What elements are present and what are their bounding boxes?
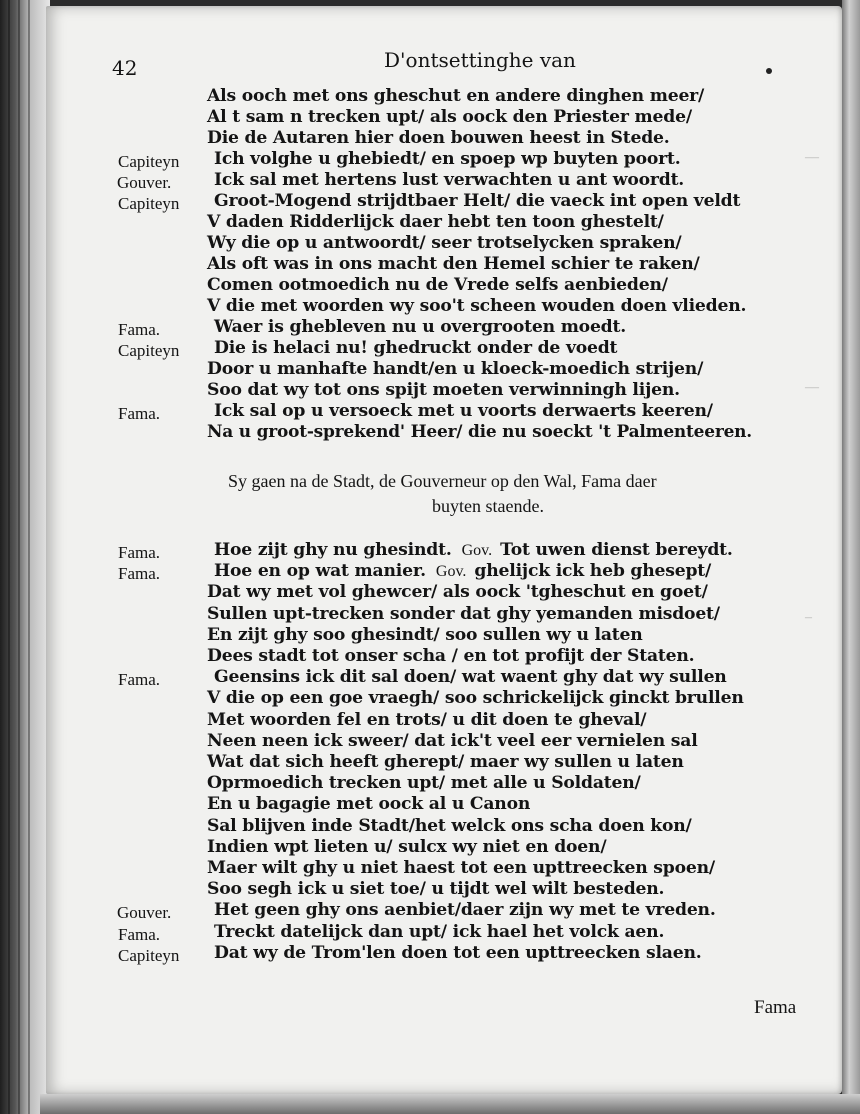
- verse-text: Waer is ghebleven nu u overgrooten moedt.: [214, 317, 627, 337]
- verse-text: Wy die op u antwoordt/ seer trotselycken spraken/: [207, 233, 682, 253]
- verse-line: [207, 361, 703, 378]
- verse-text: Indien wpt lieten u/ sulcx wy niet en doen/: [207, 837, 607, 857]
- speaker-label: Fama.: [118, 404, 161, 423]
- verse-line: [214, 542, 733, 559]
- verse-line: [207, 235, 681, 252]
- verse-text: Groot-Mogend strijdtbaer Helt/ die vaeck int open veldt: [214, 191, 741, 211]
- verse-text: Als ooch met ons gheschut en andere dinghen meer/: [207, 86, 705, 106]
- verse-line: [214, 924, 664, 941]
- stage-direction-line: buyten staende.: [432, 496, 544, 516]
- verse-text: Soo dat wy tot ons spijt moeten verwinningh lijen.: [207, 380, 680, 400]
- verse-line: [207, 382, 680, 399]
- verse-line: [214, 563, 711, 580]
- verse-text: V die met woorden wy soo't scheen wouden doen vlieden.: [207, 296, 747, 316]
- verse-text: Wat dat sich heeft gherept/ maer wy sullen u laten: [207, 752, 684, 772]
- verse-text: Het geen ghy ons aenbiet/daer zijn wy met te vreden.: [214, 900, 716, 920]
- verse-line: [214, 902, 716, 919]
- verse-line: [207, 754, 684, 771]
- show-through-mark: ‒‒: [805, 380, 819, 395]
- speaker-label: Capiteyn: [118, 152, 180, 171]
- show-through-mark: ‒‒: [805, 150, 819, 165]
- verse-line: [207, 775, 641, 792]
- verse-line: [214, 945, 702, 962]
- show-through-mark: ‒: [805, 610, 812, 625]
- verse-text: Sal blijven inde Stadt/het welck ons scha doen kon/: [207, 816, 692, 836]
- verse-line: [207, 298, 746, 315]
- verse-line: [207, 818, 692, 835]
- verse-text: Door u manhafte handt/en u kloeck-moedich strijen/: [207, 359, 704, 379]
- verse-line: [207, 606, 720, 623]
- verse-line: [207, 648, 694, 665]
- verse-text: Die de Autaren hier doen bouwen heest in Stede.: [207, 128, 670, 148]
- verse-text: Geensins ick dit sal doen/ wat waent ghy dat wy sullen: [214, 667, 727, 687]
- running-title: D'ontsettinghe van: [384, 48, 576, 72]
- inline-speaker-label: Gov.: [461, 542, 493, 559]
- verse-line: [207, 256, 700, 273]
- speaker-label: Capiteyn: [118, 341, 180, 360]
- verse-line: [214, 151, 681, 168]
- verse-text: Sullen upt-trecken sonder dat ghy yemanden misdoet/: [207, 604, 720, 624]
- verse-text: Die is helaci nu! ghedruckt onder de voedt: [214, 338, 618, 358]
- verse-line: [207, 733, 698, 750]
- verse-line: [214, 319, 626, 336]
- spine-shadow-line: [28, 0, 30, 1114]
- verse-text: Maer wilt ghy u niet haest tot een upttreecken spoen/: [207, 858, 715, 878]
- stage-direction-line: Sy gaen na de Stadt, de Gouverneur op den Wal, Fama daer: [228, 471, 657, 491]
- verse-text: Hoe zijt ghy nu ghesindt.: [214, 540, 452, 560]
- verse-text: V die op een goe vraegh/ soo schrickelijck ginckt brullen: [207, 688, 744, 708]
- verse-text: Soo segh ick u siet toe/ u tijdt wel wilt besteden.: [207, 879, 665, 899]
- verse-text: Treckt datelijck dan upt/ ick hael het volck aen.: [214, 922, 665, 942]
- verse-line: [207, 424, 752, 441]
- book-spine: [0, 0, 50, 1114]
- verse-text: ghelijck ick heb ghesept/: [474, 561, 712, 581]
- speaker-label: Capiteyn: [118, 946, 180, 965]
- inline-speaker-label: Gov.: [435, 563, 467, 580]
- verse-line: [207, 214, 664, 231]
- catchword: Fama: [754, 997, 797, 1018]
- verse-text: Ick sal op u versoeck met u voorts derwaerts keeren/: [214, 401, 713, 421]
- verse-line: [207, 881, 664, 898]
- verse-text: Ick sal met hertens lust verwachten u ant woordt.: [214, 170, 685, 190]
- verse-line: [207, 277, 668, 294]
- verse-text: En zijt ghy soo ghesindt/ soo sullen wy u laten: [207, 625, 643, 645]
- speaker-label: Fama.: [118, 670, 161, 689]
- verse-line: [207, 584, 708, 601]
- verse-line: [214, 193, 740, 210]
- verse-line: [207, 690, 744, 707]
- verse-line: [207, 796, 530, 813]
- verse-text: Als oft was in ons macht den Hemel schier te raken/: [207, 254, 700, 274]
- verse-text: Dat wy de Trom'len doen tot een upttreecken slaen.: [214, 943, 702, 963]
- verse-text: Na u groot-sprekend' Heer/ die nu soeckt 't Palmenteeren.: [207, 422, 752, 442]
- spine-shadow-line: [18, 0, 20, 1114]
- verse-text: Hoe en op wat manier.: [214, 561, 426, 581]
- verse-text: Dat wy met vol ghewcer/ als oock 'tgheschut en goet/: [207, 582, 708, 602]
- speaker-label: Fama.: [118, 543, 161, 562]
- speaker-label: Gouver.: [117, 173, 172, 192]
- spine-shadow-line: [8, 0, 10, 1114]
- verse-text: Comen ootmoedich nu de Vrede selfs aenbieden/: [207, 275, 668, 295]
- verse-line: [207, 88, 704, 105]
- verse-text: Oprmoedich trecken upt/ met alle u Soldaten/: [207, 773, 641, 793]
- speaker-label: Fama.: [118, 925, 161, 944]
- verse-line: [207, 627, 643, 644]
- verse-text: Neen neen ick sweer/ dat ick't veel eer vernielen sal: [207, 731, 698, 751]
- page-stack-bottom-edge: [40, 1094, 860, 1114]
- verse-text: Dees stadt tot onser scha / en tot profijt der Staten.: [207, 646, 695, 666]
- verse-line: [214, 669, 727, 686]
- verse-line: [207, 712, 646, 729]
- speaker-label: Fama.: [118, 564, 161, 583]
- verse-line: [214, 403, 713, 420]
- page-stack-right-edge: [842, 0, 860, 1114]
- verse-line: [207, 860, 715, 877]
- speaker-label: Gouver.: [117, 903, 172, 922]
- speaker-label: Capiteyn: [118, 194, 180, 213]
- verse-line: [207, 130, 670, 147]
- ink-dot: [766, 68, 772, 74]
- verse-text: Met woorden fel en trots/ u dit doen te gheval/: [207, 710, 647, 730]
- verse-line: [214, 340, 617, 357]
- verse-text: Tot uwen dienst bereydt.: [500, 540, 733, 560]
- verse-text: Ich volghe u ghebiedt/ en spoep wp buyten poort.: [214, 149, 681, 169]
- verse-text: V daden Ridderlijck daer hebt ten toon ghestelt/: [207, 212, 664, 232]
- speaker-label: Fama.: [118, 320, 161, 339]
- verse-text: En u bagagie met oock al u Canon: [207, 794, 531, 814]
- verse-line: [207, 109, 692, 126]
- page-number: 42: [112, 56, 138, 80]
- verse-line: [214, 172, 684, 189]
- verse-text: Al t sam n trecken upt/ als oock den Priester mede/: [207, 107, 692, 127]
- verse-line: [207, 839, 606, 856]
